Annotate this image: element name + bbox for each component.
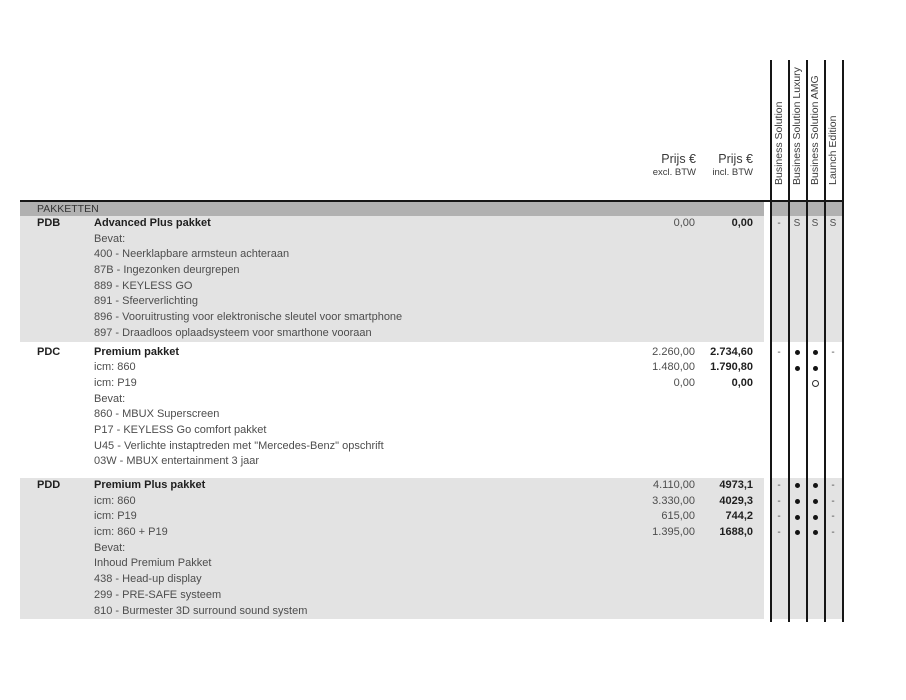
price-incl-btw: [695, 572, 753, 588]
row-description: P17 - KEYLESS Go comfort pakket: [94, 423, 267, 436]
option-marker: -: [831, 480, 835, 491]
option-marker: [806, 588, 824, 604]
price-incl-btw: [695, 232, 753, 248]
option-marker: [788, 423, 806, 439]
package-code: [20, 360, 94, 376]
option-marker: [806, 454, 824, 470]
price-excl-btw: [580, 556, 695, 572]
row-description: U45 - Verlichte instaptreden met "Mercedes-Benz" opschrift: [94, 439, 384, 452]
option-marker: [806, 604, 824, 620]
package-code: PDB: [37, 217, 61, 229]
row-description: 897 - Draadloos oplaadsysteem voor smarthone vooraan: [94, 326, 372, 339]
option-marker: [788, 392, 806, 408]
option-marker: [824, 232, 842, 248]
section-header-label: PAKKETTEN: [37, 203, 99, 215]
option-marker: S: [793, 218, 801, 229]
package-code: [20, 279, 94, 295]
row-description: 03W - MBUX entertainment 3 jaar: [94, 455, 260, 468]
option-marker: [770, 392, 788, 408]
option-marker: [824, 247, 842, 263]
option-marker: [788, 604, 806, 620]
price-incl-btw: 4973,1: [719, 479, 753, 491]
option-marker: [788, 478, 806, 494]
option-marker: [824, 423, 842, 439]
option-marker: [788, 376, 806, 392]
price-excl-btw: [580, 294, 695, 310]
vertical-grid-line: [770, 60, 772, 622]
table-row: [20, 604, 842, 620]
table-row: [20, 392, 842, 408]
option-marker: [824, 407, 842, 423]
price-header-incl-title: Prijs €: [718, 152, 753, 166]
package-section-pdc: [20, 342, 842, 476]
table-row: [20, 232, 842, 248]
price-header-incl-btw: [712, 152, 753, 178]
table-row: [20, 509, 842, 525]
row-description: 891 - Sfeerverlichting: [94, 295, 198, 308]
filled-dot-icon: [795, 530, 800, 535]
option-marker: [788, 360, 806, 376]
table-row: [20, 407, 842, 423]
row-description: Premium pakket: [94, 345, 179, 358]
option-marker: [806, 439, 824, 455]
option-marker: [770, 423, 788, 439]
price-excl-btw: [580, 232, 695, 248]
option-marker: [770, 232, 788, 248]
option-marker: [788, 454, 806, 470]
option-marker: [824, 326, 842, 342]
option-marker: -: [777, 495, 781, 507]
option-column-label-business-solution-luxury: Business Solution Luxury: [791, 67, 803, 185]
option-marker: [806, 326, 824, 342]
option-marker: [788, 407, 806, 423]
option-marker: -: [831, 511, 835, 523]
table-row: [20, 294, 842, 310]
row-description: 810 - Burmester 3D surround sound system: [94, 604, 308, 617]
price-incl-btw: 2.734,60: [710, 345, 753, 358]
option-marker: [788, 588, 806, 604]
row-description: Advanced Plus pakket: [94, 217, 211, 229]
price-excl-btw: [580, 279, 695, 295]
price-incl-btw: [695, 423, 753, 439]
option-marker: [806, 556, 824, 572]
filled-dot-icon: [795, 483, 800, 488]
row-description: 889 - KEYLESS GO: [94, 279, 193, 292]
option-marker: [824, 279, 842, 295]
price-header-excl-title: Prijs €: [661, 152, 696, 166]
option-marker: S: [811, 218, 819, 229]
option-marker: [824, 376, 842, 392]
row-description: 896 - Vooruitrusting voor elektronische sleutel voor smartphone: [94, 311, 403, 324]
table-row: [20, 360, 842, 376]
table-row: [20, 423, 842, 439]
filled-dot-icon: [795, 515, 800, 520]
table-row: [20, 345, 842, 361]
option-marker: [806, 392, 824, 408]
package-code: [20, 494, 94, 510]
option-column-label-launch-edition: Launch Edition: [827, 115, 839, 185]
table-row: [20, 439, 842, 455]
option-marker: [788, 541, 806, 557]
option-marker: [770, 541, 788, 557]
price-excl-btw: 2.260,00: [652, 345, 695, 358]
package-code: [20, 407, 94, 423]
option-marker: [824, 604, 842, 620]
table-row: [20, 541, 842, 557]
package-code: PDD: [37, 479, 61, 491]
option-marker: [788, 494, 806, 510]
table-row: [20, 310, 842, 326]
price-incl-btw: [695, 556, 753, 572]
package-section-pdb: [20, 216, 842, 342]
option-marker: [770, 556, 788, 572]
price-header-excl-subtitle: excl. BTW: [652, 167, 696, 178]
price-excl-btw: 0,00: [673, 217, 695, 229]
vertical-grid-line: [842, 60, 844, 622]
option-marker: [806, 360, 824, 376]
package-code: [20, 423, 94, 439]
price-excl-btw: [580, 407, 695, 423]
price-excl-btw: [580, 604, 695, 620]
price-incl-btw: [695, 604, 753, 620]
option-marker: [824, 310, 842, 326]
option-marker: [770, 454, 788, 470]
option-marker: [770, 572, 788, 588]
option-marker: -: [777, 527, 781, 539]
filled-dot-icon: [813, 483, 818, 488]
row-description: icm: 860: [94, 361, 136, 374]
option-marker: -: [831, 495, 835, 507]
option-marker: [806, 407, 824, 423]
package-code: [20, 604, 94, 620]
option-marker: [788, 232, 806, 248]
option-marker: [788, 345, 806, 361]
option-marker: [770, 588, 788, 604]
row-description: 299 - PRE-SAFE systeem: [94, 588, 222, 601]
option-marker: [770, 376, 788, 392]
price-excl-btw: [580, 423, 695, 439]
vertical-grid-line: [788, 60, 790, 622]
row-description: Inhoud Premium Pakket: [94, 557, 212, 570]
option-marker: [806, 525, 824, 541]
option-marker: [824, 556, 842, 572]
price-excl-btw: [580, 392, 695, 408]
option-marker: S: [829, 218, 837, 229]
vertical-grid-line: [806, 60, 808, 622]
option-marker: [806, 247, 824, 263]
package-code: [20, 326, 94, 342]
option-marker: [806, 310, 824, 326]
package-code: PDC: [37, 345, 61, 358]
table-row: [20, 525, 842, 541]
option-marker: [824, 439, 842, 455]
option-marker: [806, 279, 824, 295]
price-incl-btw: [695, 294, 753, 310]
option-marker: [806, 509, 824, 525]
filled-dot-icon: [813, 499, 818, 504]
package-section-pdd: [20, 475, 842, 621]
price-excl-btw: [580, 247, 695, 263]
package-code: [20, 310, 94, 326]
row-description: icm: P19: [94, 510, 137, 523]
row-description: 438 - Head-up display: [94, 573, 202, 586]
package-code: [20, 509, 94, 525]
option-marker: [770, 326, 788, 342]
option-marker: [770, 439, 788, 455]
option-marker: [824, 360, 842, 376]
option-marker: [806, 294, 824, 310]
price-excl-btw: [580, 439, 695, 455]
price-excl-btw: 615,00: [661, 510, 695, 523]
filled-dot-icon: [813, 530, 818, 535]
price-incl-btw: [695, 326, 753, 342]
row-description: Bevat:: [94, 541, 126, 554]
option-marker: [824, 541, 842, 557]
option-marker: -: [831, 346, 835, 358]
package-code: [20, 454, 94, 470]
table-row: [20, 494, 842, 510]
option-marker: [788, 525, 806, 541]
table-row: [20, 572, 842, 588]
price-incl-btw: 1688,0: [719, 526, 753, 539]
table-row: [20, 216, 842, 232]
price-header-incl-subtitle: incl. BTW: [712, 167, 753, 178]
price-incl-btw: [695, 392, 753, 408]
row-description: icm: 860 + P19: [94, 526, 168, 539]
option-marker: [824, 263, 842, 279]
option-marker: [788, 572, 806, 588]
option-marker: -: [777, 480, 781, 491]
option-marker: [806, 263, 824, 279]
option-marker: [788, 509, 806, 525]
option-marker: [806, 423, 824, 439]
option-marker: [806, 345, 824, 361]
price-excl-btw: [580, 588, 695, 604]
table-row: [20, 478, 842, 494]
price-excl-btw: 3.330,00: [652, 494, 695, 507]
option-marker: [788, 326, 806, 342]
row-description: Bevat:: [94, 232, 126, 245]
row-description: Bevat:: [94, 392, 126, 405]
option-marker: [770, 263, 788, 279]
package-code: [20, 376, 94, 392]
option-marker: [770, 360, 788, 376]
price-excl-btw: [580, 541, 695, 557]
price-header-excl-btw: [653, 152, 696, 178]
row-description: Premium Plus pakket: [94, 479, 206, 491]
price-incl-btw: [695, 454, 753, 470]
price-incl-btw: 1.790,80: [710, 361, 753, 374]
option-marker: -: [777, 346, 781, 358]
option-marker: [824, 392, 842, 408]
option-marker: [806, 541, 824, 557]
option-marker: [770, 247, 788, 263]
option-marker: [770, 604, 788, 620]
table-row: [20, 326, 842, 342]
packages-table: [20, 202, 842, 621]
option-marker: [770, 294, 788, 310]
option-marker: [788, 247, 806, 263]
price-incl-btw: [695, 247, 753, 263]
option-marker: [806, 232, 824, 248]
package-code: [20, 556, 94, 572]
option-marker: [824, 454, 842, 470]
price-incl-btw: [695, 310, 753, 326]
price-incl-btw: [695, 588, 753, 604]
price-incl-btw: [695, 407, 753, 423]
price-excl-btw: 1.395,00: [652, 526, 695, 539]
option-marker: [788, 310, 806, 326]
vertical-grid-line: [824, 60, 826, 622]
option-marker: [788, 263, 806, 279]
price-excl-btw: [580, 310, 695, 326]
price-incl-btw: [695, 263, 753, 279]
package-code: [20, 541, 94, 557]
price-incl-btw: [695, 541, 753, 557]
price-excl-btw: [580, 263, 695, 279]
option-marker: [806, 376, 824, 392]
option-marker: [806, 478, 824, 494]
row-description: 87B - Ingezonken deurgrepen: [94, 264, 240, 277]
option-marker: [824, 572, 842, 588]
option-marker: [824, 294, 842, 310]
package-code: [20, 525, 94, 541]
price-excl-btw: 1.480,00: [652, 361, 695, 374]
row-description: 400 - Neerklapbare armsteun achteraan: [94, 248, 290, 261]
filled-dot-icon: [795, 499, 800, 504]
price-incl-btw: [695, 439, 753, 455]
price-incl-btw: 0,00: [731, 376, 753, 389]
row-description: icm: P19: [94, 376, 137, 389]
option-marker: [788, 439, 806, 455]
package-code: [20, 294, 94, 310]
filled-dot-icon: [795, 350, 800, 355]
option-marker: -: [777, 511, 781, 523]
table-row: [20, 454, 842, 470]
option-marker: [770, 279, 788, 295]
price-incl-btw: 0,00: [731, 217, 753, 229]
package-code: [20, 232, 94, 248]
package-code: [20, 392, 94, 408]
option-column-label-business-solution-amg: Business Solution AMG: [809, 75, 821, 185]
package-code: [20, 439, 94, 455]
filled-dot-icon: [813, 350, 818, 355]
option-marker: [788, 294, 806, 310]
package-code: [20, 247, 94, 263]
open-circle-icon: [812, 380, 819, 387]
price-excl-btw: [580, 454, 695, 470]
price-excl-btw: 0,00: [673, 376, 695, 389]
price-incl-btw: 744,2: [725, 510, 753, 523]
price-incl-btw: [695, 279, 753, 295]
price-excl-btw: 4.110,00: [652, 479, 695, 491]
table-row: [20, 263, 842, 279]
option-marker: [806, 572, 824, 588]
package-code: [20, 588, 94, 604]
price-excl-btw: [580, 572, 695, 588]
filled-dot-icon: [795, 366, 800, 371]
option-marker: [770, 310, 788, 326]
table-row: [20, 279, 842, 295]
package-sections: [20, 216, 842, 621]
package-code: [20, 572, 94, 588]
row-description: 860 - MBUX Superscreen: [94, 408, 220, 421]
table-row: [20, 247, 842, 263]
filled-dot-icon: [813, 515, 818, 520]
package-code: [20, 263, 94, 279]
option-column-label-business-solution: Business Solution: [773, 101, 785, 185]
option-marker: [770, 407, 788, 423]
table-row: [20, 588, 842, 604]
price-excl-btw: [580, 326, 695, 342]
section-header-band: [20, 202, 842, 216]
table-row: [20, 376, 842, 392]
option-marker: -: [777, 218, 781, 229]
price-incl-btw: 4029,3: [719, 494, 753, 507]
option-marker: [806, 494, 824, 510]
option-marker: [788, 279, 806, 295]
option-marker: -: [831, 527, 835, 539]
row-description: icm: 860: [94, 494, 136, 507]
table-row: [20, 556, 842, 572]
option-marker: [788, 556, 806, 572]
option-marker: [824, 588, 842, 604]
filled-dot-icon: [813, 366, 818, 371]
